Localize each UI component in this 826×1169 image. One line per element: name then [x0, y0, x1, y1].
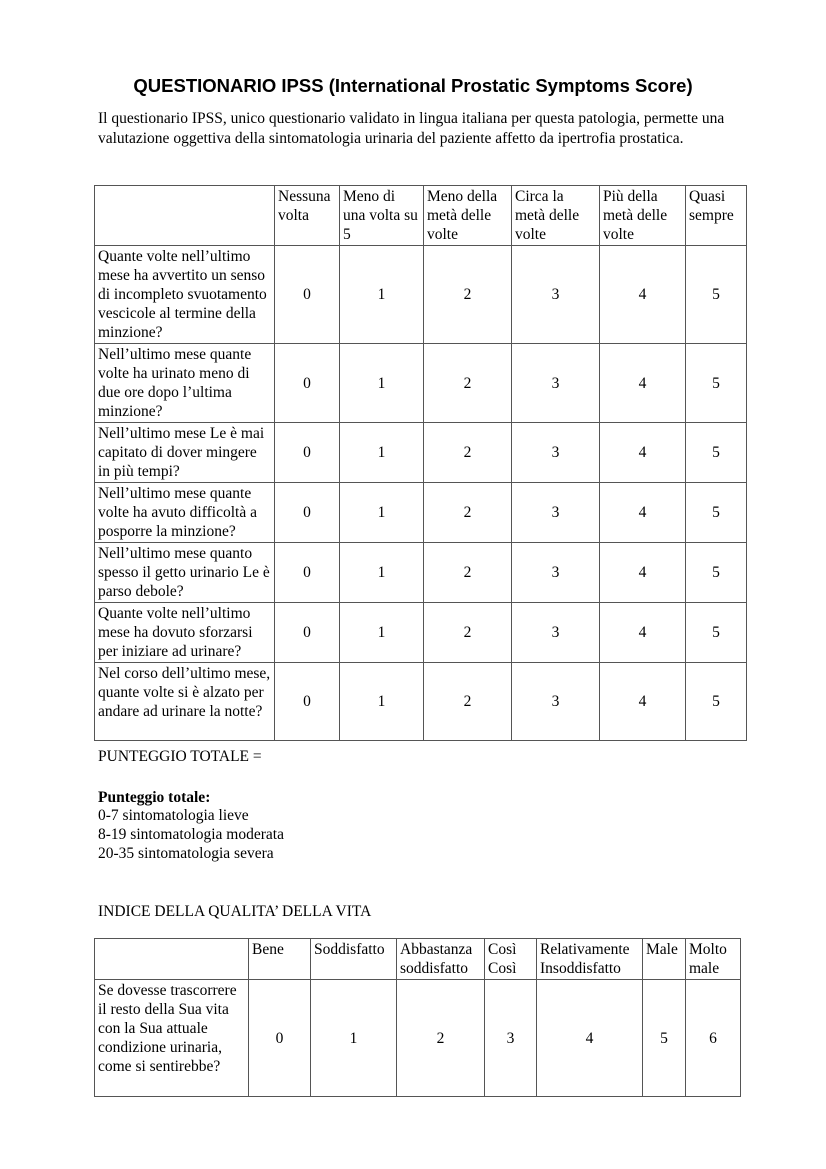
ipss-header-cell: Meno di una volta su 5 [340, 186, 424, 246]
score-legend-item: 20-35 sintomatologia severa [98, 845, 274, 862]
question-text: Se dovesse trascorrere il resto della Sua vita con la Sua attuale condizione urinaria, come si sentirebbe? [95, 980, 249, 1097]
qol-header-row [95, 939, 741, 980]
question-text: Nell’ultimo mese Le è mai capitato di dover mingere in più tempi? [95, 423, 275, 483]
score-cell[interactable]: 2 [424, 246, 512, 344]
qol-question-row [95, 980, 741, 1097]
score-cell[interactable]: 5 [686, 663, 747, 741]
score-cell[interactable]: 2 [424, 543, 512, 603]
ipss-header-row [95, 186, 747, 246]
score-cell[interactable]: 3 [512, 663, 600, 741]
score-cell[interactable]: 5 [686, 344, 747, 423]
score-cell[interactable]: 3 [512, 344, 600, 423]
question-text: Nell’ultimo mese quante volte ha urinato meno di due ore dopo l’ultima minzione? [95, 344, 275, 423]
score-cell[interactable]: 0 [275, 246, 340, 344]
qol-header-cell: Male [643, 939, 686, 980]
score-cell[interactable]: 6 [686, 980, 741, 1097]
ipss-table [94, 185, 747, 741]
score-cell[interactable]: 2 [424, 344, 512, 423]
score-cell[interactable]: 0 [275, 423, 340, 483]
ipss-header-cell: Meno della metà delle volte [424, 186, 512, 246]
score-cell[interactable]: 0 [275, 603, 340, 663]
score-cell[interactable]: 1 [311, 980, 397, 1097]
ipss-question-row [95, 344, 747, 423]
score-cell[interactable]: 0 [275, 483, 340, 543]
score-cell[interactable]: 3 [512, 543, 600, 603]
score-cell[interactable]: 5 [643, 980, 686, 1097]
score-cell[interactable]: 3 [512, 423, 600, 483]
score-legend-heading: Punteggio totale: [98, 789, 211, 806]
question-text: Quante volte nell’ultimo mese ha dovuto sforzarsi per iniziare ad urinare? [95, 603, 275, 663]
score-cell[interactable]: 0 [275, 543, 340, 603]
qol-header-empty [95, 939, 249, 980]
ipss-question-row [95, 603, 747, 663]
ipss-question-row [95, 483, 747, 543]
qol-header-cell: Soddisfatto [311, 939, 397, 980]
score-cell[interactable]: 4 [600, 663, 686, 741]
score-cell[interactable]: 5 [686, 423, 747, 483]
score-cell[interactable]: 3 [512, 483, 600, 543]
score-cell[interactable]: 0 [249, 980, 311, 1097]
qol-table [94, 938, 741, 1097]
qol-header-cell: Abbastanza soddisfatto [397, 939, 485, 980]
question-text: Nell’ultimo mese quante volte ha avuto difficoltà a posporre la minzione? [95, 483, 275, 543]
score-cell[interactable]: 4 [600, 246, 686, 344]
score-cell[interactable]: 0 [275, 344, 340, 423]
score-cell[interactable]: 2 [397, 980, 485, 1097]
score-cell[interactable]: 1 [340, 663, 424, 741]
score-cell[interactable]: 5 [686, 603, 747, 663]
score-legend-item: 0-7 sintomatologia lieve [98, 807, 249, 824]
score-cell[interactable]: 2 [424, 483, 512, 543]
ipss-question-row [95, 246, 747, 344]
score-cell[interactable]: 1 [340, 483, 424, 543]
score-cell[interactable]: 4 [600, 423, 686, 483]
intro-paragraph: Il questionario IPSS, unico questionario validato in lingua italiana per questa patologia, permette una valutazione oggettiva della sintomatologia urinaria del paziente affetto da ipertrofia prostatica. [98, 110, 725, 147]
score-cell[interactable]: 3 [512, 603, 600, 663]
ipss-header-cell: Nessuna volta [275, 186, 340, 246]
score-cell[interactable]: 4 [537, 980, 643, 1097]
question-text: Nell’ultimo mese quanto spesso il getto urinario Le è parso debole? [95, 543, 275, 603]
score-cell[interactable]: 3 [512, 246, 600, 344]
ipss-header-cell: Quasi sempre [686, 186, 747, 246]
qol-header-cell: Relativamente Insoddisfatto [537, 939, 643, 980]
score-legend-item: 8-19 sintomatologia moderata [98, 826, 284, 843]
question-text: Quante volte nell’ultimo mese ha avvertito un senso di incompleto svuotamento vescicole al termine della minzione? [95, 246, 275, 344]
ipss-question-row [95, 543, 747, 603]
ipss-header-empty [95, 186, 275, 246]
ipss-header-cell: Circa la metà delle volte [512, 186, 600, 246]
score-cell[interactable]: 1 [340, 344, 424, 423]
score-cell[interactable]: 2 [424, 423, 512, 483]
score-cell[interactable]: 2 [424, 663, 512, 741]
question-text: Nel corso dell’ultimo mese, quante volte si è alzato per andare ad urinare la notte? [95, 663, 275, 741]
total-score-label: PUNTEGGIO TOTALE = [98, 748, 262, 765]
qol-header-cell: Così Così [485, 939, 537, 980]
score-cell[interactable]: 5 [686, 543, 747, 603]
score-cell[interactable]: 5 [686, 483, 747, 543]
score-cell[interactable]: 5 [686, 246, 747, 344]
score-cell[interactable]: 1 [340, 603, 424, 663]
score-cell[interactable]: 4 [600, 344, 686, 423]
score-cell[interactable]: 3 [485, 980, 537, 1097]
score-cell[interactable]: 4 [600, 483, 686, 543]
score-cell[interactable]: 1 [340, 246, 424, 344]
qol-heading: INDICE DELLA QUALITA’ DELLA VITA [98, 903, 372, 920]
page-title: QUESTIONARIO IPSS (International Prostatic Symptoms Score) [133, 75, 693, 96]
score-cell[interactable]: 4 [600, 543, 686, 603]
score-cell[interactable]: 4 [600, 603, 686, 663]
qol-header-cell: Bene [249, 939, 311, 980]
ipss-header-cell: Più della metà delle volte [600, 186, 686, 246]
score-cell[interactable]: 1 [340, 423, 424, 483]
score-cell[interactable]: 0 [275, 663, 340, 741]
score-cell[interactable]: 2 [424, 603, 512, 663]
score-cell[interactable]: 1 [340, 543, 424, 603]
ipss-question-row [95, 423, 747, 483]
qol-header-cell: Molto male [686, 939, 741, 980]
ipss-question-row [95, 663, 747, 741]
